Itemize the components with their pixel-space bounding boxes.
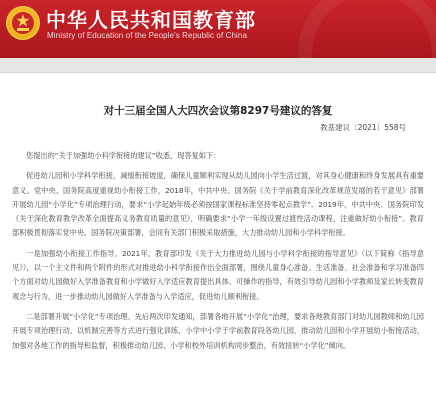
salutation	[12, 149, 424, 163]
site-name-en: Ministry of Education of the People's Republic of China	[47, 31, 248, 40]
paragraph-3	[12, 310, 424, 353]
paragraph-2	[12, 247, 424, 304]
paragraph-2-text: 一是加强幼小衔接工作指导。2021年，教育部印发《关于大力推进幼儿园与小学科学衔接的指导意见》（以下简称《指导意见》），以一个主文件和两个附件的形式对推进幼小科学衔接作出全面部署，围绕儿童身心准备、生活准备、社会准备和学习准备四个方面对幼儿园做好入学准备教育和小学做好入学适应教育提出具体、可操作的指导，有效引导幼儿园和小学教师及家长转变教育观念与行为，进一步推动幼儿园做好入学准备与入学适应，促进幼儿顺利衔接。	[12, 248, 424, 301]
paragraph-1	[12, 169, 424, 240]
paragraph-3-text: 二是部署开展“小学化”专项治理。先后两次印发通知，部署各地开展“小学化”治理，要求各地教育部门对幼儿园教师和幼儿园开展专项治理行动，以机制完善等方式进行强化训练，小学中小学于学前教育段各幼儿园，推动幼儿园和小学开展幼小衔接活动，加强对各地工作的指导和监督，积极推动幼儿园、小学和校外培训机构同步整治，有效扭转“小学化”倾向。	[12, 311, 424, 350]
national-emblem-icon[interactable]	[6, 6, 40, 40]
salutation-text: 您提出的“关于加强幼小科学衔接的建议”收悉，现答复如下：	[26, 151, 221, 160]
header-watermark	[298, 0, 436, 58]
document-title: 对十三届全国人大四次会议第8297号建议的答复	[103, 105, 333, 117]
site-header	[0, 0, 436, 58]
document-number: 教基建议〔2021〕558号	[320, 123, 406, 132]
nav-bar	[0, 58, 436, 73]
site-name[interactable]: 中华人民共和国教育部	[46, 8, 256, 32]
paragraph-1-text: 促进幼儿园和小学科学衔接，减缓衔接坡度，确保儿童顺利实现从幼儿园向小学生活过渡，对其身心健康和终身发展具有重要意义。党中央、国务院高度重视幼小衔接工作，2018年，中共中央、国务院《关于学前教育深化改革规范发展的若干意见》部署开展幼儿园“小学化”专项治理行动，要求“小学起始年级必须按国家课程标准坚持零起点教学”。2019年，中共中央、国务院印发《关于深化教育教学改革全面提高义务教育质量的意见》，明确要求“小学一年级设置过渡性活动课程，注重做好幼小衔接”。教育部积极贯彻落实党中央、国务院决策部署，会同有关部门积极采取措施，大力推动幼儿园和小学科学衔接。	[12, 171, 424, 238]
document-body	[0, 73, 436, 353]
